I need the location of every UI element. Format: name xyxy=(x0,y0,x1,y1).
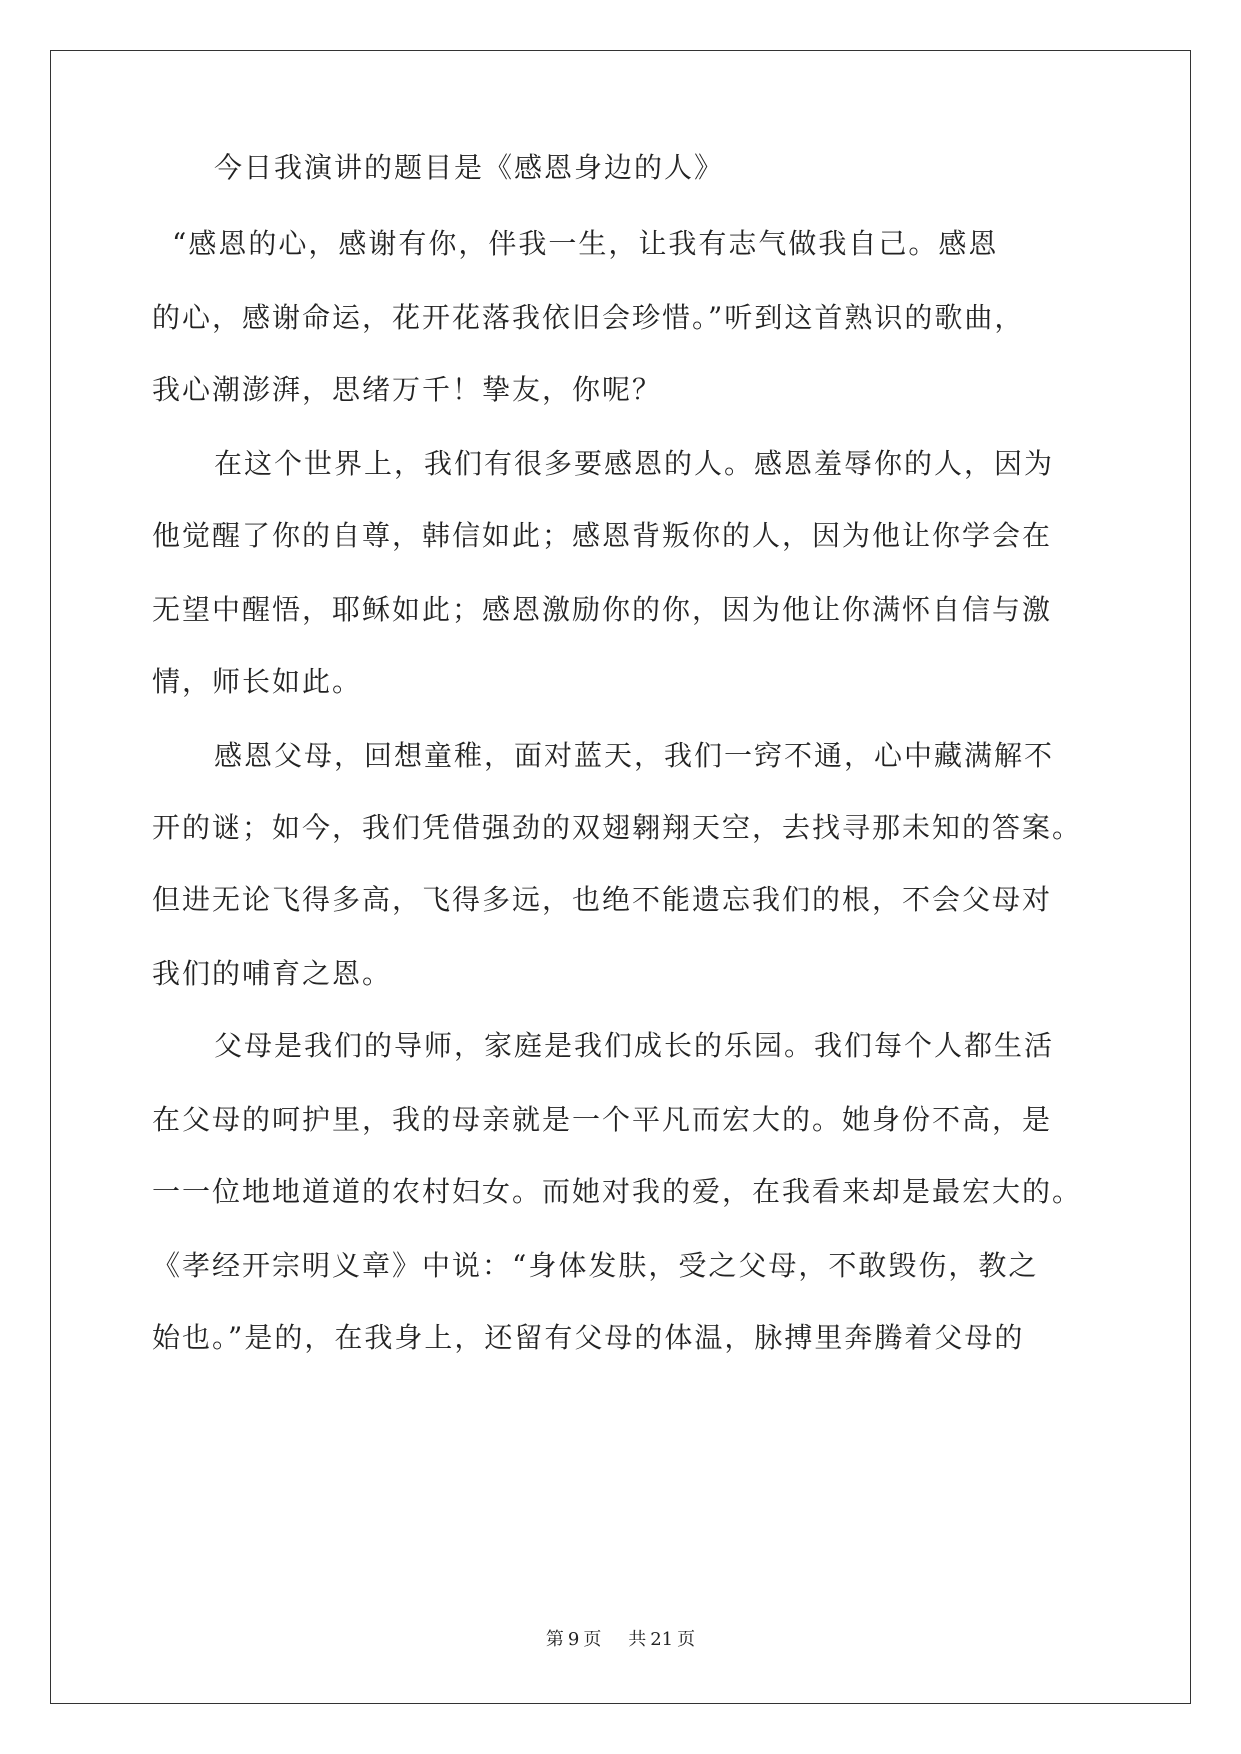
text-line: “感恩的心，感谢有你，伴我一生，让我有志气做我自己。感恩 xyxy=(172,227,999,260)
text-line: 的心，感谢命运，花开花落我依旧会珍惜。”听到这首熟识的歌曲， xyxy=(152,301,1025,334)
text-line: 我们的哺育之恩。 xyxy=(152,957,393,990)
total-pages: 21 xyxy=(650,1629,674,1650)
text-line: 但进无论飞得多高，飞得多远，也绝不能遗忘我们的根，不会父母对 xyxy=(152,883,1053,916)
text-line: 开的谜；如今，我们凭借强劲的双翅翱翔天空，去找寻那未知的答案。 xyxy=(152,811,1083,844)
text-line: 在这个世界上，我们有很多要感恩的人。感恩羞辱你的人，因为 xyxy=(214,447,1055,480)
total-label-suffix: 页 xyxy=(677,1629,696,1650)
text-line: 感恩父母，回想童稚，面对蓝天，我们一窍不通，心中藏满解不 xyxy=(214,739,1055,772)
text-line: 他觉醒了你的自尊，韩信如此；感恩背叛你的人，因为他让你学会在 xyxy=(152,519,1053,552)
text-line: 一一位地地道道的农村妇女。而她对我的爱，在我看来却是最宏大的。 xyxy=(152,1175,1083,1208)
text-line: 无望中醒悟，耶稣如此；感恩激励你的你，因为他让你满怀自信与激 xyxy=(152,593,1053,626)
page-label-prefix: 第 xyxy=(545,1629,564,1650)
total-label-prefix: 共 xyxy=(628,1629,647,1650)
text-line: 始也。”是的，在我身上，还留有父母的体温，脉搏里奔腾着父母的 xyxy=(152,1321,1025,1354)
page-number: 9 xyxy=(567,1629,580,1650)
text-line: 情，师长如此。 xyxy=(152,665,363,698)
text-line: 今日我演讲的题目是《感恩身边的人》 xyxy=(214,151,725,184)
text-line: 我心潮澎湃，思绪万千！挚友，你呢？ xyxy=(152,373,663,406)
text-line: 《孝经开宗明义章》中说：“身体发肤，受之父母，不敢毁伤，教之 xyxy=(152,1249,1039,1282)
text-line: 父母是我们的导师，家庭是我们成长的乐园。我们每个人都生活 xyxy=(214,1029,1055,1062)
page-footer xyxy=(0,1628,1241,1652)
text-line: 在父母的呵护里，我的母亲就是一个平凡而宏大的。她身份不高，是 xyxy=(152,1103,1053,1136)
page-label-suffix: 页 xyxy=(583,1629,602,1650)
